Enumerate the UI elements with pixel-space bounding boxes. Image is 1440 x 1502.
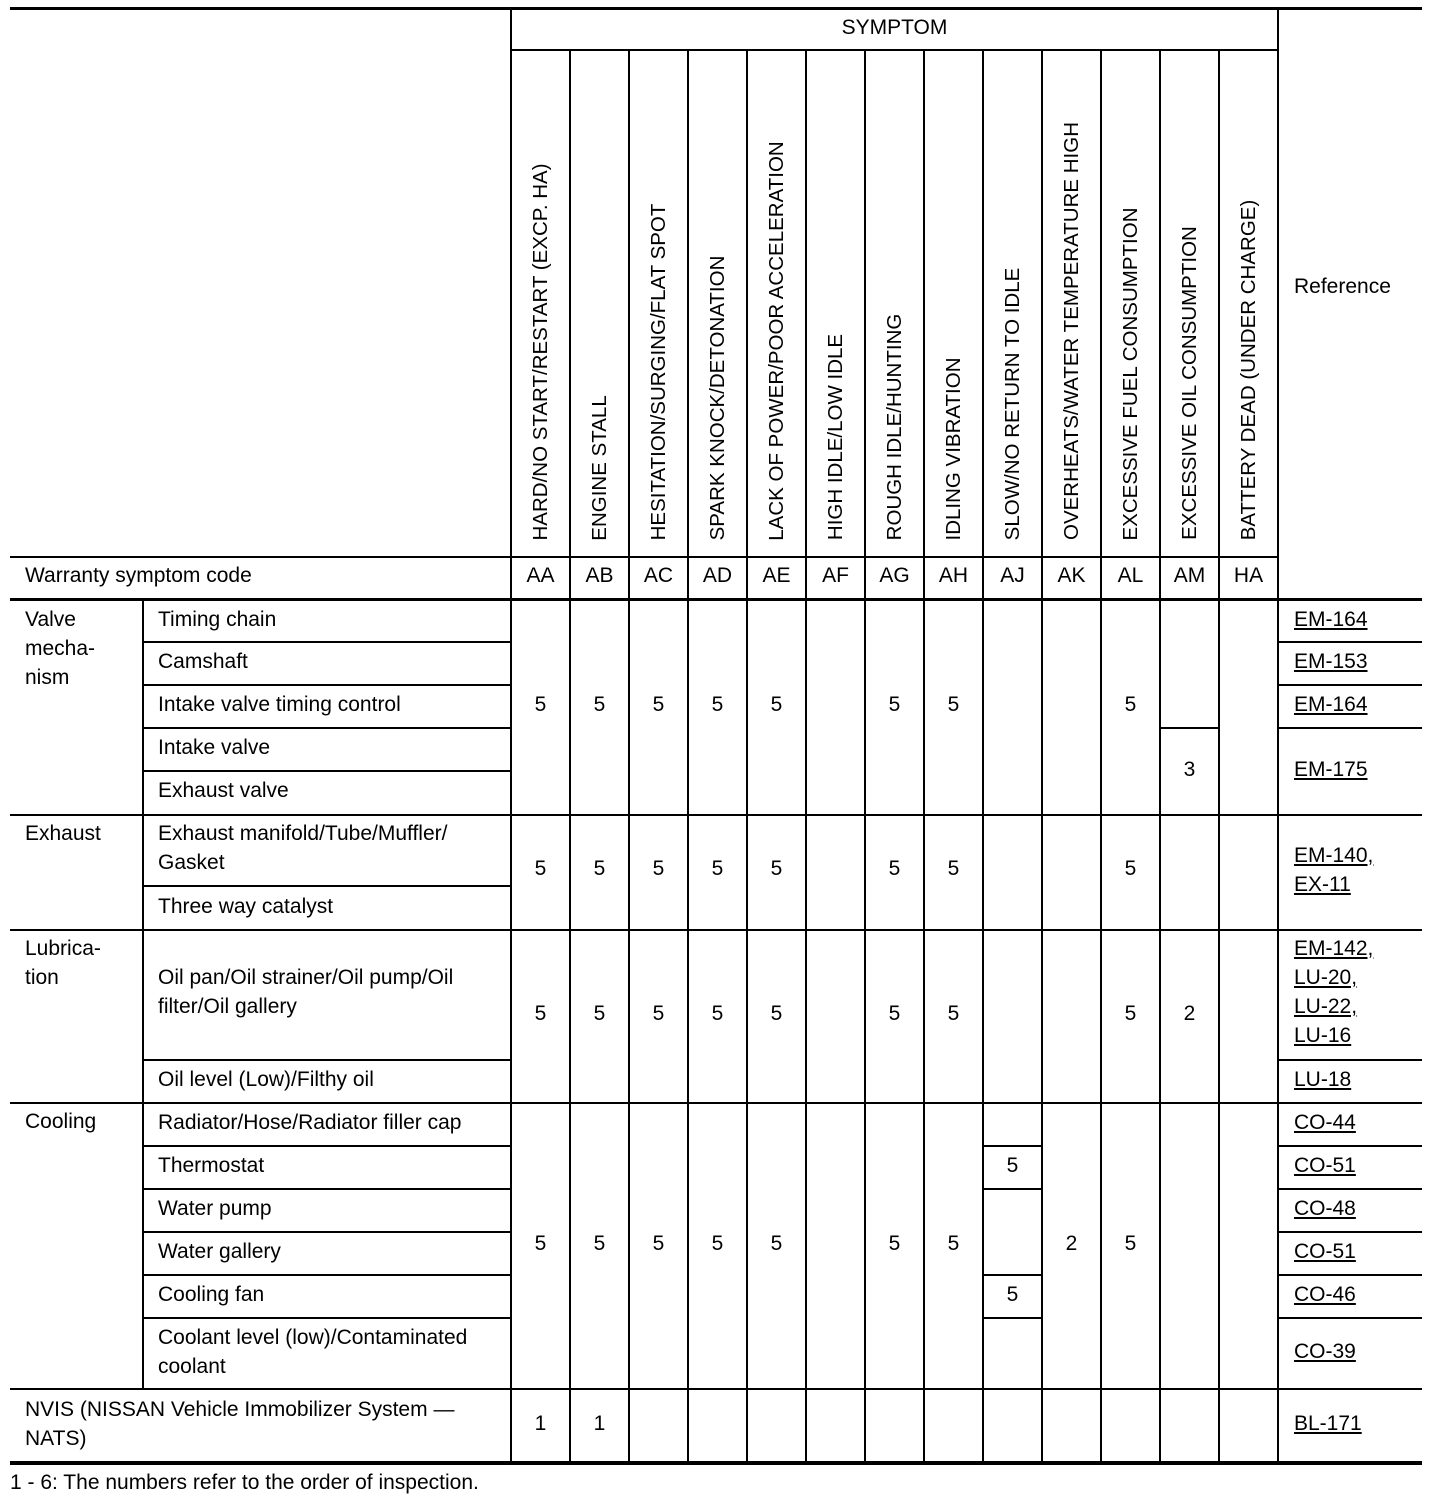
text-line: mecha-: [25, 637, 96, 660]
text-line: Cooling fan: [158, 1283, 265, 1306]
top-border: [10, 7, 1422, 10]
reference-link[interactable]: CO-51: [1294, 1154, 1356, 1177]
reference-link[interactable]: EM-164: [1294, 608, 1368, 631]
symptom-value: 5: [652, 857, 665, 880]
symptom-value: 5: [947, 693, 960, 716]
symptom-value: 3: [1183, 758, 1196, 781]
section-rule: [10, 929, 1422, 931]
text-line: Coolant level (low)/Contaminated: [158, 1326, 468, 1349]
text-line: Three way catalyst: [158, 895, 334, 918]
text-line: tion: [25, 966, 59, 989]
symptom-column-header: HARD/NO START/RESTART (EXCP. HA): [528, 162, 552, 541]
symptom-column-header: LACK OF POWER/POOR ACCELERATION: [764, 140, 788, 541]
text-line: Camshaft: [158, 650, 248, 673]
symptom-value: 5: [593, 857, 606, 880]
symptom-value: 5: [888, 693, 901, 716]
text-line: Gasket: [158, 851, 225, 874]
reference-link[interactable]: CO-48: [1294, 1197, 1356, 1220]
symptom-value: 5: [947, 1002, 960, 1025]
text-line: Lubrica-: [25, 937, 101, 960]
symptom-column-header: HIGH IDLE/LOW IDLE: [823, 333, 847, 541]
symptom-value: 5: [1006, 1283, 1019, 1306]
warranty-code: AK: [1057, 564, 1086, 587]
text-line: Radiator/Hose/Radiator filler cap: [158, 1111, 462, 1134]
reference-link[interactable]: LU-20,: [1294, 966, 1358, 989]
group-divider: [142, 599, 144, 1389]
row-rule: [143, 885, 511, 887]
symptom-value: 5: [888, 857, 901, 880]
warranty-code: AM: [1173, 564, 1206, 587]
text-line: Intake valve timing control: [158, 693, 401, 716]
symptom-value: 5: [534, 693, 547, 716]
text-line: Exhaust manifold/Tube/Muffler/: [158, 822, 448, 845]
row-rule: [143, 1145, 511, 1147]
symptom-value: 5: [593, 693, 606, 716]
row-rule: [1278, 684, 1422, 686]
row-rule: [143, 727, 511, 729]
reference-link[interactable]: LU-16: [1294, 1024, 1352, 1047]
row-rule: [1160, 727, 1219, 729]
symptom-value: 5: [770, 1232, 783, 1255]
symptom-value: 5: [652, 1002, 665, 1025]
row-rule: [1278, 641, 1422, 643]
row-rule: [983, 1145, 1042, 1147]
symptom-column-header: OVERHEATS/WATER TEMPERATURE HIGH: [1059, 121, 1083, 541]
warranty-code: AA: [526, 564, 555, 587]
symptom-value: 5: [711, 1002, 724, 1025]
row-rule: [1278, 1188, 1422, 1190]
symptom-value: 5: [711, 693, 724, 716]
text-line: Timing chain: [158, 608, 277, 631]
text-line: NATS): [25, 1427, 87, 1450]
row-rule: [1278, 727, 1422, 729]
row-rule: [143, 770, 511, 772]
reference-link[interactable]: BL-171: [1294, 1412, 1362, 1435]
row-rule: [143, 1059, 511, 1061]
reference-link[interactable]: LU-22,: [1294, 995, 1358, 1018]
symptom-value: 5: [888, 1002, 901, 1025]
reference-link[interactable]: EM-164: [1294, 693, 1368, 716]
symptom-value: 5: [711, 1232, 724, 1255]
symptom-column-header: EXCESSIVE OIL CONSUMPTION: [1177, 226, 1201, 540]
text-line: Oil pan/Oil strainer/Oil pump/Oil: [158, 966, 454, 989]
row-rule: [143, 1317, 511, 1319]
symptom-heading: SYMPTOM: [841, 16, 948, 39]
text-line: coolant: [158, 1355, 226, 1378]
text-line: Cooling: [25, 1110, 97, 1133]
symptom-value: 5: [534, 857, 547, 880]
warranty-code: AH: [938, 564, 969, 587]
text-line: Oil level (Low)/Filthy oil: [158, 1068, 374, 1091]
warranty-code: AD: [702, 564, 733, 587]
symptom-value: 5: [1006, 1154, 1019, 1177]
symptom-value: 2: [1065, 1232, 1078, 1255]
reference-link[interactable]: EM-153: [1294, 650, 1368, 673]
symptom-value: 5: [652, 1232, 665, 1255]
text-line: Water pump: [158, 1197, 272, 1220]
reference-link[interactable]: CO-46: [1294, 1283, 1356, 1306]
text-line: NVIS (NISSAN Vehicle Immobilizer System —: [25, 1398, 455, 1421]
reference-link[interactable]: CO-51: [1294, 1240, 1356, 1263]
header-bottom-border: [10, 598, 1422, 601]
table-rule: [10, 556, 1278, 558]
row-rule: [143, 1231, 511, 1233]
row-rule: [983, 1317, 1042, 1319]
warranty-code: AL: [1117, 564, 1144, 587]
section-rule: [10, 1102, 1422, 1104]
symptom-value: 5: [947, 1232, 960, 1255]
row-rule: [1278, 1274, 1422, 1276]
warranty-code: HA: [1233, 564, 1264, 587]
text-line: Water gallery: [158, 1240, 281, 1263]
warranty-code: AG: [879, 564, 910, 587]
warranty-code: AB: [585, 564, 614, 587]
text-line: Intake valve: [158, 736, 271, 759]
symptom-value: 5: [534, 1002, 547, 1025]
symptom-column-header: BATTERY DEAD (UNDER CHARGE): [1236, 199, 1260, 540]
reference-link[interactable]: EM-142,: [1294, 937, 1374, 960]
column-rule: [1277, 8, 1279, 1463]
symptom-value: 5: [711, 857, 724, 880]
section-rule: [10, 1388, 1422, 1390]
symptom-column-header: SPARK KNOCK/DETONATION: [705, 255, 729, 540]
text-line: Thermostat: [158, 1154, 265, 1177]
symptom-value: 5: [770, 693, 783, 716]
text-line: Exhaust valve: [158, 779, 289, 802]
symptom-value: 5: [593, 1232, 606, 1255]
row-rule: [1278, 1317, 1422, 1319]
warranty-label: Warranty symptom code: [25, 564, 252, 587]
table-rule: [511, 49, 1278, 51]
symptom-value: 5: [770, 857, 783, 880]
text-line: Valve: [25, 608, 76, 631]
reference-link[interactable]: CO-44: [1294, 1111, 1356, 1134]
reference-link[interactable]: CO-39: [1294, 1340, 1356, 1363]
symptom-column-header: SLOW/NO RETURN TO IDLE: [1000, 267, 1024, 540]
symptom-value: 5: [652, 693, 665, 716]
symptom-value: 5: [1124, 693, 1137, 716]
symptom-value: 1: [534, 1412, 547, 1435]
symptom-column-header: ROUGH IDLE/HUNTING: [882, 313, 906, 540]
text-line: nism: [25, 666, 70, 689]
row-rule: [1278, 1145, 1422, 1147]
symptom-value: 2: [1183, 1002, 1196, 1025]
reference-link[interactable]: LU-18: [1294, 1068, 1352, 1091]
symptom-column-header: EXCESSIVE FUEL CONSUMPTION: [1118, 207, 1142, 540]
symptom-column-header: IDLING VIBRATION: [941, 356, 965, 541]
footnote: 1 - 6: The numbers refer to the order of inspection.: [10, 1471, 479, 1494]
reference-link[interactable]: EM-175: [1294, 758, 1368, 781]
row-rule: [983, 1188, 1042, 1190]
row-rule: [143, 1188, 511, 1190]
reference-heading: Reference: [1294, 275, 1391, 298]
symptom-value: 5: [1124, 1002, 1137, 1025]
reference-link[interactable]: EM-140,: [1294, 844, 1374, 867]
symptom-value: 5: [534, 1232, 547, 1255]
text-line: filter/Oil gallery: [158, 995, 297, 1018]
row-rule: [983, 1274, 1042, 1276]
row-rule: [143, 641, 511, 643]
symptom-value: 5: [770, 1002, 783, 1025]
symptom-value: 5: [888, 1232, 901, 1255]
row-rule: [1278, 1059, 1422, 1061]
row-rule: [143, 684, 511, 686]
symptom-column-header: HESITATION/SURGING/FLAT SPOT: [646, 203, 670, 540]
symptom-value: 5: [1124, 1232, 1137, 1255]
reference-link[interactable]: EX-11: [1294, 873, 1351, 896]
symptom-column-header: ENGINE STALL: [587, 394, 611, 541]
warranty-code: AF: [822, 564, 849, 587]
symptom-value: 5: [593, 1002, 606, 1025]
symptom-value: 1: [593, 1412, 606, 1435]
warranty-code: AC: [643, 564, 674, 587]
symptom-value: 5: [1124, 857, 1137, 880]
row-rule: [1278, 1231, 1422, 1233]
warranty-code: AJ: [1000, 564, 1025, 587]
text-line: Exhaust: [25, 822, 101, 845]
symptom-value: 5: [947, 857, 960, 880]
section-rule: [10, 814, 1422, 816]
row-rule: [143, 1274, 511, 1276]
bottom-border: [10, 1461, 1422, 1465]
warranty-code: AE: [762, 564, 791, 587]
